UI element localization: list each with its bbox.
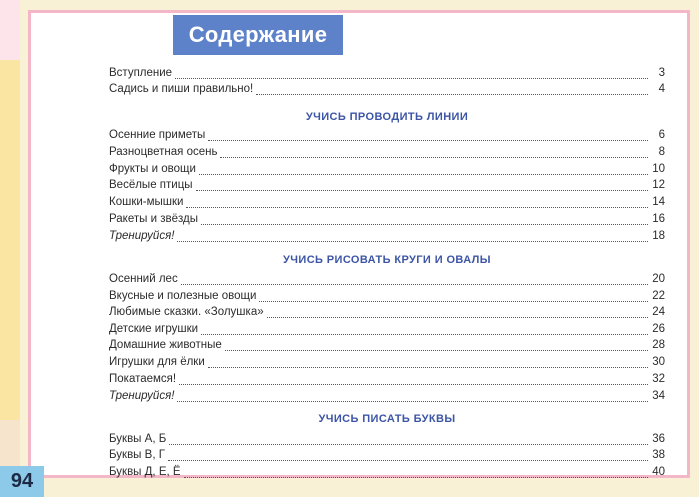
toc-entry-page: 8 (658, 146, 665, 158)
toc-entry (109, 144, 665, 160)
dot-leader (199, 163, 648, 175)
toc-entry (109, 464, 665, 480)
toc-entry-page: 36 (652, 433, 665, 445)
toc-entry (109, 321, 665, 337)
dot-leader (177, 230, 648, 242)
toc-entry-label: Буквы В, Г (109, 449, 165, 461)
toc-entry-page: 24 (652, 306, 665, 318)
toc-entry (109, 431, 665, 447)
dot-leader (208, 356, 648, 368)
dot-leader (208, 129, 648, 141)
toc-entry-label: Игрушки для ёлки (109, 356, 205, 368)
contents-panel (28, 10, 690, 478)
toc-entry-label: Садись и пиши правильно! (109, 83, 254, 95)
toc-entry-page: 32 (652, 373, 665, 385)
toc-entry (109, 194, 665, 210)
toc-entry-label: Вкусные и полезные овощи (109, 290, 257, 302)
page-title: Содержание (173, 15, 343, 55)
toc-entry (109, 447, 665, 463)
dot-leader (179, 373, 648, 385)
toc-entry-page: 26 (652, 323, 665, 335)
toc-entry (109, 211, 665, 227)
toc-entry-label: Домашние животные (109, 339, 222, 351)
toc-entry-label: Ракеты и звёзды (109, 213, 198, 225)
toc-entry-page: 28 (652, 339, 665, 351)
toc-entry (109, 304, 665, 320)
dot-leader (201, 323, 648, 335)
page-number: 94 (0, 466, 44, 497)
toc-entry (109, 354, 665, 370)
toc-entry-page: 6 (658, 129, 665, 141)
toc-entry-label: Любимые сказки. «Золушка» (109, 306, 264, 318)
dot-leader (175, 67, 648, 79)
toc-entry-page: 12 (652, 179, 665, 191)
toc-entry-label: Кошки-мышки (109, 196, 184, 208)
toc-entry-page: 20 (652, 273, 665, 285)
section-heading: УЧИСЬ РИСОВАТЬ КРУГИ И ОВАЛЫ (283, 254, 491, 266)
dot-leader (196, 179, 648, 191)
toc-entry-label: Тренируйся! (109, 390, 175, 402)
toc-entry (109, 388, 665, 404)
toc-entry-page: 34 (652, 390, 665, 402)
dot-leader (259, 290, 648, 302)
dot-leader (169, 433, 648, 445)
toc-entry-page: 18 (652, 230, 665, 242)
toc-entry (109, 337, 665, 353)
toc-entry-label: Тренируйся! (109, 230, 175, 242)
toc-entry-label: Детские игрушки (109, 323, 199, 335)
toc-entry-page: 30 (652, 356, 665, 368)
toc-entry-label: Разноцветная осень (109, 146, 218, 158)
left-margin-strip (0, 60, 20, 420)
toc-entry-label: Покатаемся! (109, 373, 177, 385)
dot-leader (220, 146, 648, 158)
section-heading: УЧИСЬ ПРОВОДИТЬ ЛИНИИ (305, 111, 469, 123)
toc-entry (109, 161, 665, 177)
dot-leader (177, 390, 648, 402)
dot-leader (256, 83, 648, 95)
toc-entry (109, 371, 665, 387)
dot-leader (181, 273, 648, 285)
toc-entry-label: Осенний лес (109, 273, 178, 285)
left-margin-strip (0, 0, 20, 60)
toc-entry-page: 22 (652, 290, 665, 302)
toc-entry (109, 228, 665, 244)
dot-leader (184, 466, 648, 478)
toc-entry (109, 271, 665, 287)
toc-entry-page: 16 (652, 213, 665, 225)
toc-entry (109, 177, 665, 193)
toc-entry-label: Буквы Д, Е, Ё (109, 466, 181, 478)
toc-entry-label: Буквы А, Б (109, 433, 167, 445)
toc-entry-page: 3 (658, 67, 665, 79)
toc-entry-page: 38 (652, 449, 665, 461)
dot-leader (267, 306, 648, 318)
toc-entry-label: Фрукты и овощи (109, 163, 196, 175)
dot-leader (168, 449, 648, 461)
toc-entry-label: Вступление (109, 67, 173, 79)
toc-entry-page: 4 (658, 83, 665, 95)
toc-entry-label: Весёлые птицы (109, 179, 193, 191)
toc-entry (109, 288, 665, 304)
toc-entry-page: 14 (652, 196, 665, 208)
toc-entry (109, 65, 665, 81)
section-heading: УЧИСЬ ПИСАТЬ БУКВЫ (318, 413, 456, 425)
toc-entry (109, 127, 665, 143)
dot-leader (225, 339, 648, 351)
dot-leader (201, 213, 648, 225)
toc-entry (109, 81, 665, 97)
toc-entry-label: Осенние приметы (109, 129, 206, 141)
toc-entry-page: 40 (652, 466, 665, 478)
dot-leader (186, 196, 648, 208)
toc-entry-page: 10 (652, 163, 665, 175)
